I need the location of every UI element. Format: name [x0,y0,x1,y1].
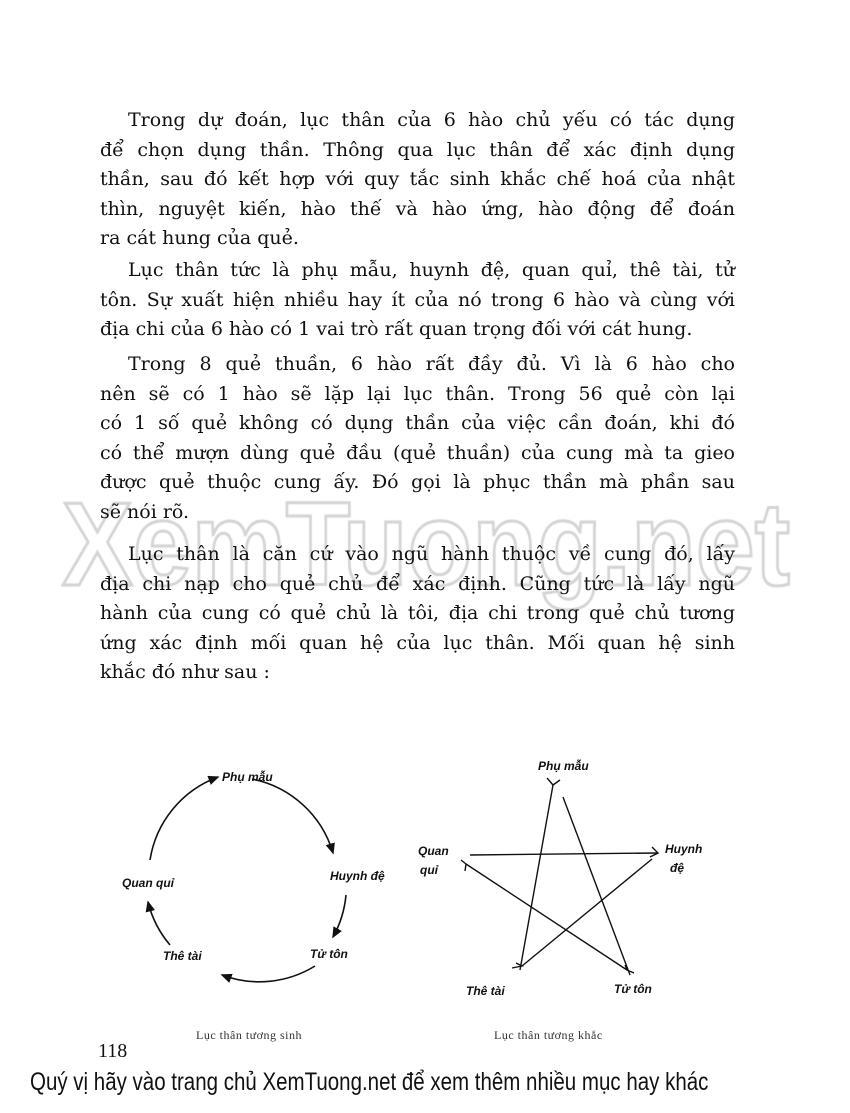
text-line: nên sẽ có 1 hào sẽ lặp lại lục thân. Trong 56 quẻ còn lại [100,382,735,405]
line-huynh-de-the-tai [522,859,652,966]
text-line: Trong 8 quẻ thuần, 6 hào rất đầy đủ. Vì là 6 hào cho [128,353,735,375]
label-quan: Quan [418,844,449,858]
text-line: sẽ nói rõ. [100,500,190,523]
label-quan-qui: Quan quỉ [122,876,174,890]
label-the-tai: Thê tài [163,949,202,963]
arrow-tu-ton-to-the-tai [222,966,315,982]
line-quan-qui-tu-ton [466,864,627,970]
line-quan-qui-huynh-de [470,853,658,855]
arrow-quan-qui-to-phu-mau [150,777,218,860]
label-tu-ton: Tử tôn [310,947,348,961]
text-line: thìn, nguyệt kiến, hào thế và hào ứng, hào động để đoán [100,197,735,220]
label-tu-ton: Tử tôn [614,982,652,996]
label-huynh: Huynh [665,842,703,856]
text-line: để chọn dụng thần. Thông qua lục thân để xác định dụng [100,138,735,161]
page-number: 118 [98,1040,128,1062]
text-line: ra cát hung của quẻ. [100,227,299,250]
text-line: được quẻ thuộc cung ấy. Đó gọi là phục thần mà phần sau [100,471,735,494]
text-line: Lục thân tức là phụ mẫu, huynh đệ, quan quỉ, thê tài, tử [128,259,735,281]
text-line: hành của cung có quẻ chủ là tôi, địa chi trong quẻ chủ tương [100,602,735,625]
text-line: khắc đó như sau : [100,661,270,684]
label-phu-mau: Phụ mẫu [222,770,273,784]
arrow-the-tai-to-quan-qui [148,902,170,945]
line-phu-mau-the-tai [520,785,553,970]
arrow-phu-mau-to-huynh-de [252,779,333,853]
label-huynh-de: Huynh đệ [330,869,385,883]
label-de: đệ [670,861,685,875]
text-line: địa chi nạp cho quẻ chủ để xác định. Cũng tức là lấy ngũ [100,572,735,595]
text-line: ứng xác định mối quan hệ của lục thân. Mối quan hệ sinh [100,631,735,654]
text-line: thần, sau đó kết hợp với quy tắc sinh khắc chế hoá của nhật [100,168,735,191]
caption-tuong-sinh: Lục thân tương sinh [196,1028,303,1042]
arrow-huynh-de-to-tu-ton [333,895,346,937]
label-phu-mau: Phụ mẫu [538,759,589,773]
text-line: Trong dự đoán, lục thân của 6 hào chủ yếu có tác dụng [128,109,735,131]
text-line: Lục thân là căn cứ vào ngũ hành thuộc về cung đó, lấy [128,543,735,565]
caption-tuong-khac: Lục thân tương khắc [494,1028,603,1042]
footer-banner: Quý vị hãy vào trang chủ XemTuong.net để xem thêm nhiều mục hay khác [30,1068,709,1096]
label-the-tai: Thê tài [466,984,505,998]
diagram-tuong-khac [461,778,658,975]
text-line: có 1 số quẻ không có dụng thần của việc cần đoán, khi đó [100,412,735,435]
text-line: địa chi của 6 hào có 1 vai trò rất quan trọng đối với cát hung. [100,318,693,341]
label-qui: quỉ [420,863,438,877]
text-line: có thể mượn dùng quẻ đầu (quẻ thuần) của cung mà ta gieo [100,441,735,464]
text-line: tôn. Sự xuất hiện nhiều hay ít của nó trong 6 hào và cùng với [100,288,735,311]
